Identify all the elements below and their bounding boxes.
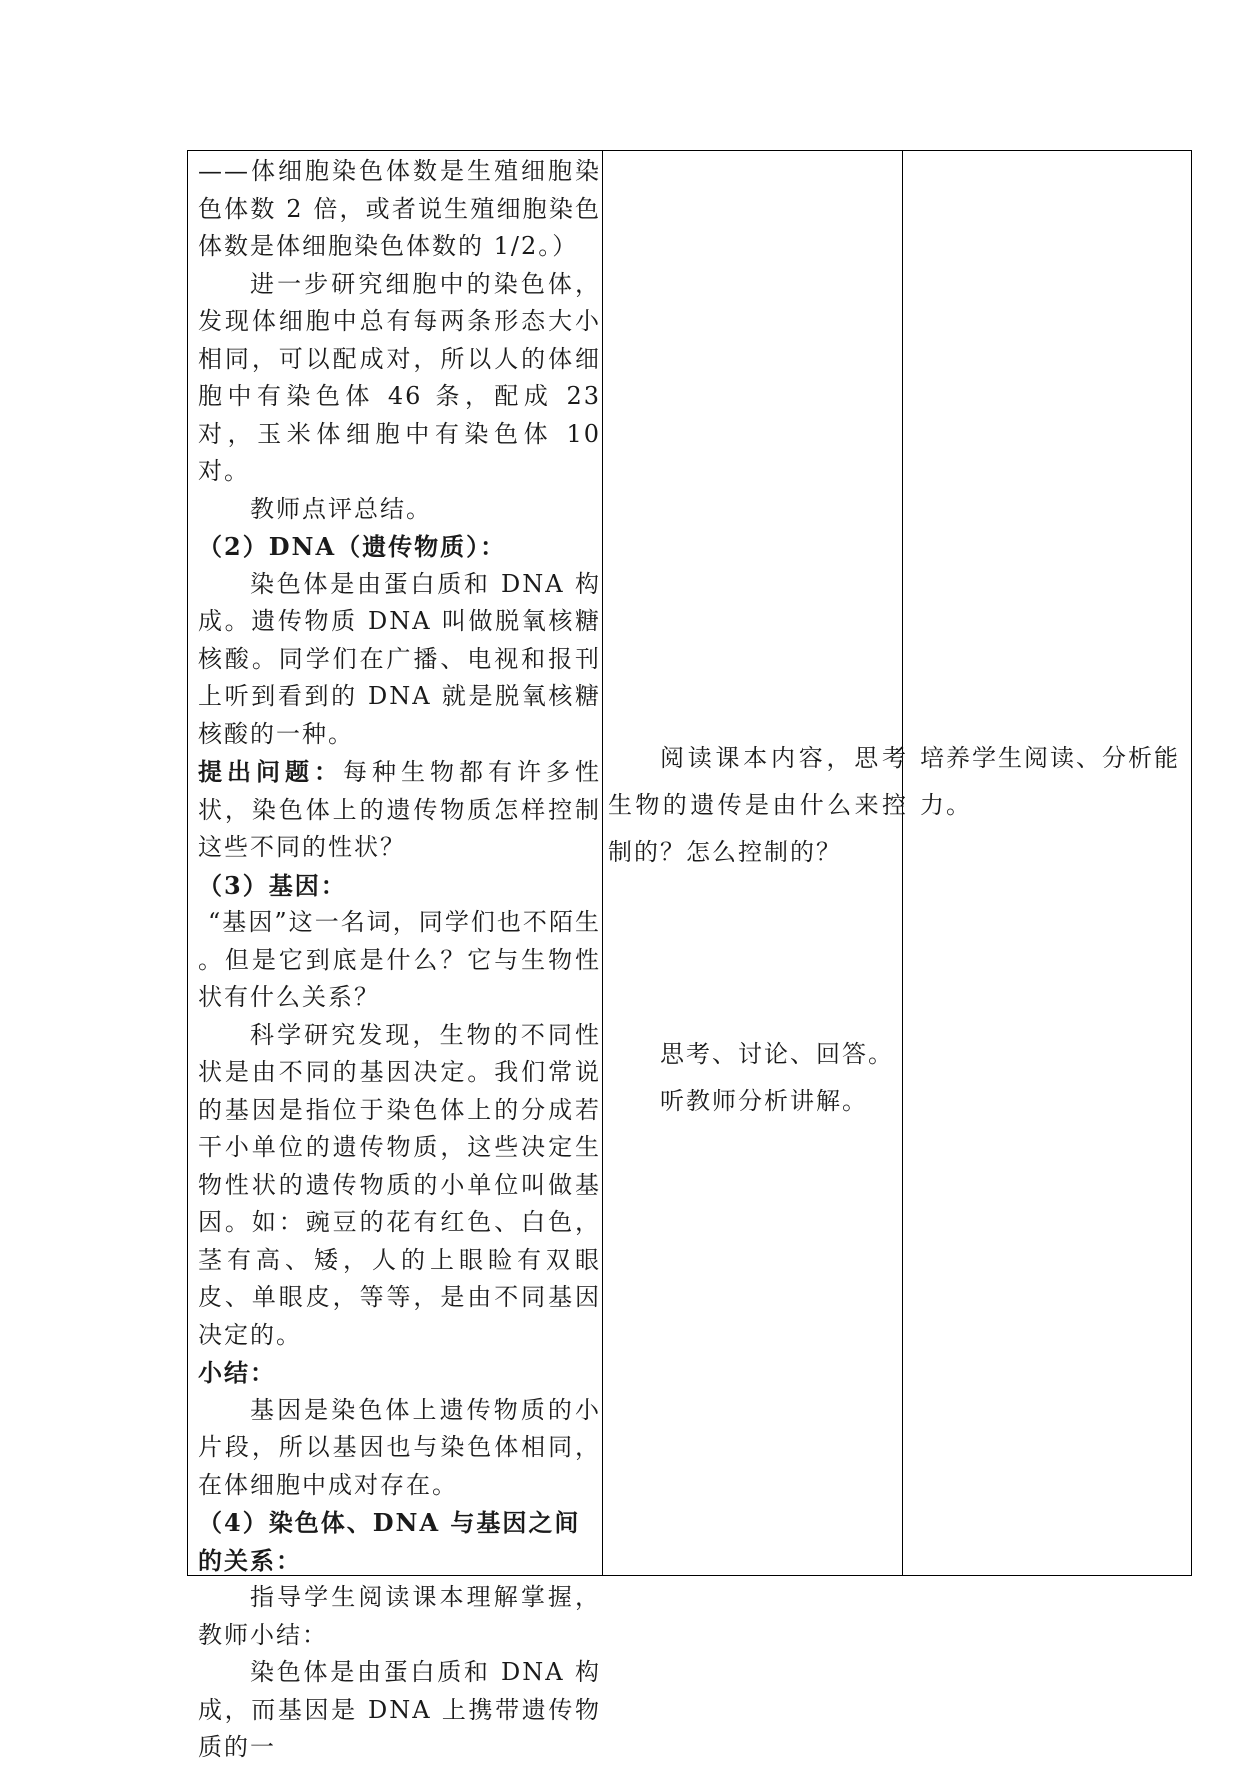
question-label: 提出问题： bbox=[198, 757, 343, 786]
student-activity-text: 思考、讨论、回答。 bbox=[660, 1040, 894, 1068]
paragraph: ——体细胞染色体数是生殖细胞染色体数 2 倍，或者说生殖细胞染色体数是体细胞染色体数的 1/2。） bbox=[198, 157, 601, 260]
student-activity-column bbox=[608, 151, 908, 1575]
section-heading: （4）染色体、DNA 与基因之间的关系： bbox=[198, 1508, 581, 1575]
student-activity-text: 阅读课本内容，思考生物的遗传是由什么来控制的？怎么控制的？ bbox=[608, 744, 908, 866]
paragraph: 教师点评总结。 bbox=[250, 494, 432, 523]
column-divider bbox=[602, 151, 603, 1575]
student-activity-text: 听教师分析讲解。 bbox=[660, 1087, 868, 1115]
paragraph: “基因”这一名词，同学们也不陌生 。但是它到底是什么？它与生物性状有什么关系？ bbox=[198, 908, 601, 1011]
paragraph: 科学研究发现，生物的不同性状是由不同的基因决定。我们常说的基因是指位于染色体上的分成若干小单位的遗传物质，这些决定生物性状的遗传物质的小单位叫做基因。如：豌豆的花有红色、白色，茎有高、矮，人的上眼睑有双眼皮、单眼皮，等等，是由不同基因决定的。 bbox=[198, 1020, 601, 1349]
design-intent-text: 培养学生阅读、分析能力。 bbox=[920, 744, 1180, 819]
question-paragraph bbox=[198, 753, 601, 867]
paragraph: 指导学生阅读课本理解掌握，教师小结： bbox=[198, 1583, 601, 1649]
design-intent-column bbox=[920, 151, 1180, 1575]
paragraph: 染色体是由蛋白质和 DNA 构成，而基因是 DNA 上携带遗传物质的一 bbox=[198, 1658, 601, 1761]
lesson-table bbox=[187, 150, 1192, 1761]
section-heading: （2）DNA（遗传物质）： bbox=[198, 532, 507, 561]
paragraph: 基因是染色体上遗传物质的小片段，所以基因也与染色体相同，在体细胞中成对存在。 bbox=[198, 1395, 601, 1499]
summary-label: 小结： bbox=[198, 1358, 276, 1387]
teacher-activity-column bbox=[198, 151, 601, 1761]
question-text: 每种生物都有许多性状，染色体上的遗传物质怎样控制这些不同的性状？ bbox=[198, 758, 601, 861]
section-heading: （3）基因： bbox=[198, 870, 347, 900]
paragraph: 进一步研究细胞中的染色体，发现体细胞中总有每两条形态大小相同，可以配成对，所以人的体细胞中有染色体 46 条，配成 23 对，玉米体细胞中有染色体 10 对。 bbox=[198, 269, 601, 485]
paragraph: 染色体是由蛋白质和 DNA 构成。遗传物质 DNA 叫做脱氧核糖核酸。同学们在广播、电视和报刊上听到看到的 DNA 就是脱氧核糖核酸的一种。 bbox=[198, 569, 601, 748]
